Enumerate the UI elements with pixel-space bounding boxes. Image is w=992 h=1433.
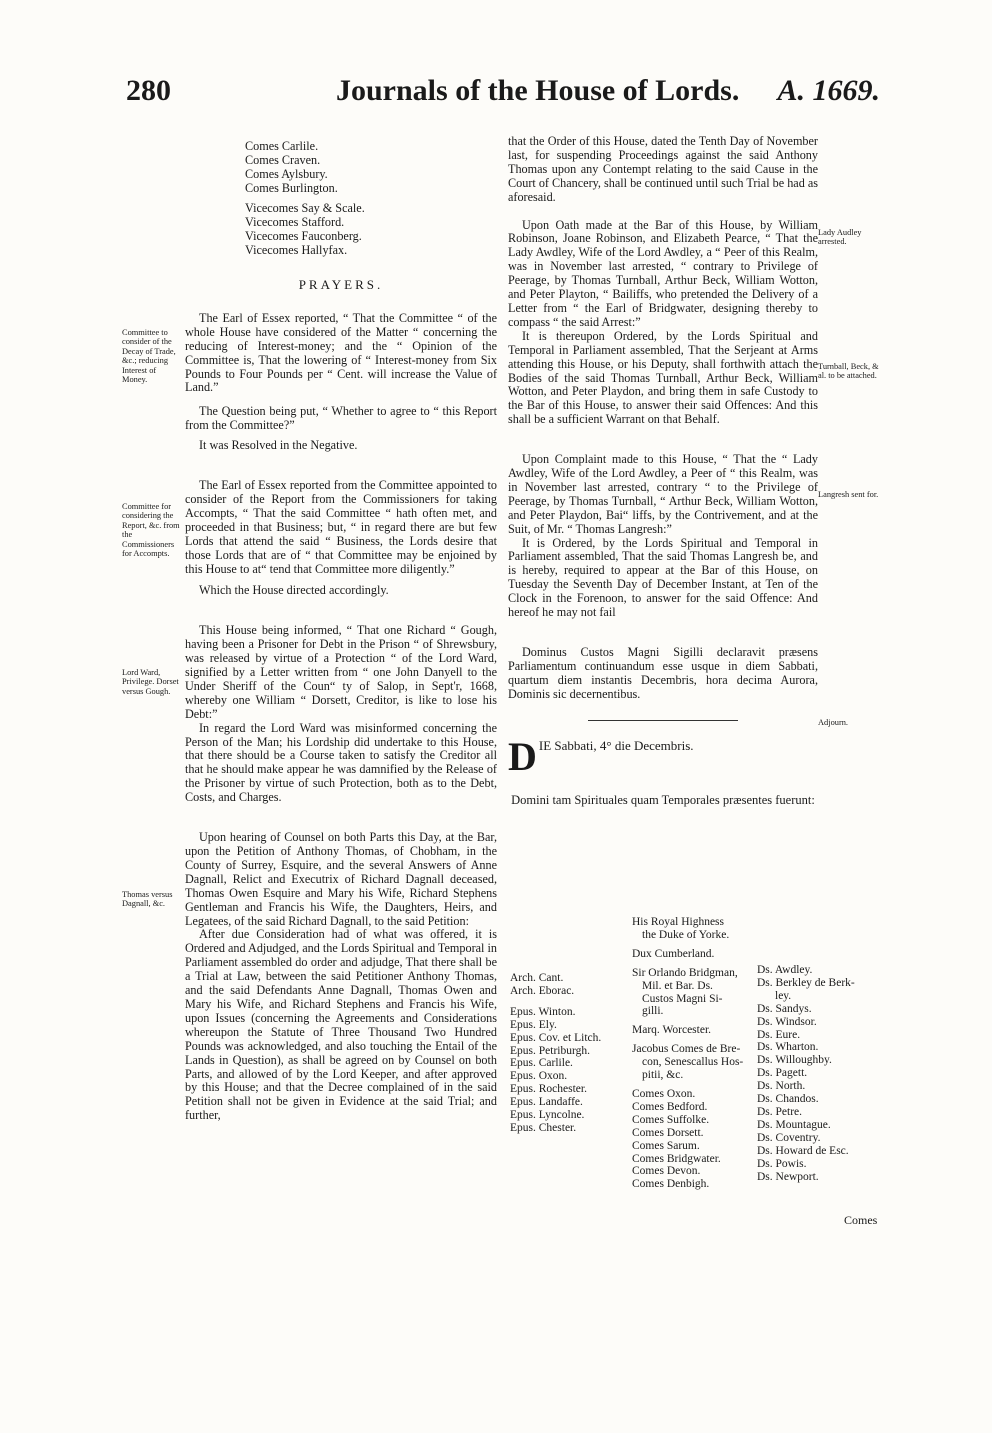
attendee: Marq. Worcester. (632, 1024, 712, 1037)
margin-note-langresh: Langresh sent for. (818, 490, 879, 499)
page-title: Journals of the House of Lords. (336, 74, 740, 107)
paragraph-resolved: It was Resolved in the Negative. (199, 438, 358, 453)
attendee: Epus. Chester. (510, 1121, 577, 1134)
paragraph-thomas-order: After due Consideration had of what was offered, it is Ordered and Adjudged, and the Lords Spiritual and Temporal in Parliament assembled do order and adjudge, That there shall be a Trial at Law, between the said Petitioner Anthony Thomas, and the said Defendants Anne Dagnall, Thomas Owen and Mary his Wife, and Richard Stephens and Francis his Wife, upon Issues (concerning the Agreements and Considerations whereupon the Statute of Three Thousand Two Hundred Pounds was acknowledged, and also touching the Entail of the Lands in Question), as shall be agreed on by Counsel on both Parts, and allowed of by the Lord Keeper, and after approved by this House; and that the Decree complained of in the said Petition shall not be given in Evidence at the said Trial; and further, (185, 927, 497, 1123)
attendee: ley. (775, 989, 792, 1002)
paragraph-order-continued: that the Order of this House, dated the Tenth Day of November last, for suspending Proceedings against the said Anthony Thomas upon any Contempt relating to the said Cause in the Court of Chancery, shall be continued until such Trial be had as aforesaid. (508, 134, 818, 204)
attendee: Ds. Pagett. (757, 1067, 808, 1080)
paragraph-question: The Question being put, “ Whether to agree to “ this Report from the Committee?” (185, 404, 497, 433)
attendee: Ds. Newport. (757, 1170, 819, 1183)
paragraph-attach-order: It is thereupon Ordered, by the Lords Spiritual and Temporal in Parliament assembled, That the Serjeant at Arms attending this House, or his Deputy, shall forthwith attach the Bodies of the said Thomas Turnball, Arthur Beck, William Wotton, and Peter Playdon, and bring them in safe Custody to the Bar of this House, to answer their said Offences: And this shall be a sufficient Warrant on that Behalf. (508, 328, 818, 427)
attendee: the Duke of Yorke. (642, 928, 730, 941)
attendee: Custos Magni Si- (642, 992, 723, 1005)
year-label: A. 1669. (777, 74, 880, 107)
paragraph-complaint: Upon Complaint made to this House, “ That the “ Lady Awdley, Wife of the Lord Awdley, a Peer of “ this Realm, was in November last arrested, contrary “ to the Privilege of Peerage, by Thomas Turnball, “ Arthur Beck, William Wotton, and Peter Playdon, Bai“ liffs, by the Contrivement, and at the Suit, of Mr. “ Thomas Langresh:” (508, 452, 818, 536)
attendee: Epus. Landaffe. (510, 1096, 583, 1109)
attendee: pitii, &c. (642, 1069, 684, 1082)
attendee: Ds. Coventry. (757, 1131, 821, 1144)
attendee: Epus. Lyncolne. (510, 1109, 585, 1122)
attendee: Epus. Ely. (510, 1018, 557, 1031)
attendee: Comes Suffolke. (632, 1113, 710, 1126)
peer-list-comites (185, 140, 497, 196)
attendance-temporal (632, 916, 758, 1191)
attendee: Epus. Carlile. (510, 1057, 573, 1070)
peer-entry: Comes Craven. (245, 153, 321, 167)
peer-entry: Comes Carlile. (245, 139, 319, 153)
margin-note-adjourn: Adjourn. (818, 718, 849, 727)
paragraph-adjournment: Dominus Custos Magni Sigilli declaravit præsens Parliamentum continuandum esse usque in diem Sabbati, quartum diem instantis Decembris, hora decima Aurora, Dominis sic decernentibus. (508, 645, 818, 701)
attendee: Ds. Mountague. (757, 1118, 831, 1131)
drop-cap: D (508, 733, 537, 779)
attendee: Dux Cumberland. (632, 947, 715, 960)
attendee: con, Senescallus Hos- (642, 1056, 744, 1069)
attendee: His Royal Highness (632, 916, 724, 928)
attendee: Ds. Chandos. (757, 1093, 819, 1106)
peer-entry: Vicecomes Fauconberg. (245, 229, 362, 243)
attendee: Epus. Rochester. (510, 1083, 587, 1096)
attendee: Ds. Howard de Esc. (757, 1144, 849, 1157)
attendee: Ds. Sandys. (757, 1002, 812, 1015)
right-column (508, 135, 818, 807)
attendee: Comes Dorsett. (632, 1126, 704, 1139)
margin-note-lady-audley: Lady Audley arrested. (818, 228, 862, 247)
day-heading (508, 733, 818, 779)
day-heading-text: IE Sabbati, 4° die Decembris. (538, 737, 694, 753)
paragraph-thomas-petition: Upon hearing of Counsel on both Parts this Day, at the Bar, upon the Petition of Anthony Thomas, of Chobham, in the County of Surrey, Esquire, and the several Answers of Anne Dagnall, Relict and Executrix of Richard Dagnall deceased, Thomas Owen Esquire and Mary his Wife, Richard Stephens Gentleman and Francis his Wife, the Daughters, Heirs, and Legatees, of the said Richard Dagnall, to the said Petition: (185, 830, 497, 928)
paragraph-lord-ward: In regard the Lord Ward was misinformed concerning the Person of the Man; his Lordship did undertake to this House, that there should be a Course taken to satisfy the Creditor all that he should make appear he was damnified by the Release of the Prisoner by virtue of such Protection, both as to the Debt, Costs, and Charges. (185, 720, 497, 805)
attendee: Comes Bridgwater. (632, 1152, 721, 1165)
attendee: Ds. Eure. (757, 1028, 801, 1041)
paragraph-lady-awdley-oath: Upon Oath made at the Bar of this House, by William Robinson, Joane Robinson, and Elizabeth Pearce, “ That the Lady Awdley, Wife of the Lord Awdley, a “ Peer of this Realm, was in November last arrested, “ contrary to Privilege of Peerage, by Thomas Turnball, Arthur Beck, William Wotton, and Peter Playton, “ Bailiffs, who pretended the Delivery of a Letter from “ the Earl of Bridgwater, designing thereby to compass “ the said Arrest:” (508, 217, 818, 329)
attendee: Sir Orlando Bridgman, (632, 966, 738, 979)
attendee: gilli. (642, 1005, 664, 1018)
attendee: Epus. Cov. et Litch. (510, 1031, 602, 1044)
margin-note-attached: Turnball, Beck, & al. to be attached. (818, 362, 879, 381)
attendance-heading: Domini tam Spirituales quam Temporales præsentes fuerunt: (511, 792, 815, 807)
left-column (185, 140, 497, 1123)
page-number: 280 (126, 74, 171, 107)
attendance-barons (757, 964, 877, 1183)
attendee: Epus. Oxon. (510, 1070, 568, 1083)
attendee: Epus. Petriburgh. (510, 1044, 590, 1057)
peer-entry: Comes Aylsbury. (245, 167, 328, 181)
attendee: Ds. Willoughby. (757, 1054, 832, 1067)
attendee: Comes Devon. (632, 1165, 701, 1178)
paragraph-report-interest: The Earl of Essex reported, “ That the Committee “ of the whole House have considered of the Matter “ concerning the reducing of Interest-money; and the “ Opinion of the Committee is, That the lowering of “ Interest-money from Six Pounds to Four Pounds per “ Cent. will increase the Value of Land.” (185, 310, 497, 395)
attendee: Jacobus Comes de Bre- (632, 1043, 741, 1056)
section-divider (588, 720, 738, 721)
paragraph-report-accompts: The Earl of Essex reported from the Committee appointed to consider of the Report from the Commissioners for taking Accompts, “ That the said Committee “ hath often met, and proceeded in that Business; but, “ in regard there are but few Lords that attend the said “ Business, the Lords desire that those Lords that are of “ that Committee may be enjoined by this House to at“ tend that Committee more diligently.” (185, 478, 497, 576)
attendance-spiritual (510, 972, 610, 1135)
attendee: Ds. Awdley. (757, 964, 813, 976)
attendee: Ds. Wharton. (757, 1041, 819, 1054)
paragraph-gough: This House being informed, “ That one Richard “ Gough, having been a Prisoner for Debt in the Prison “ of Shrewsbury, was released by virtue of a Protection “ of the Lord Ward, signified by a Letter written from “ one John Danyell to the Under Sheriff of the Coun“ ty of Salop, in Sept'r, 1668, whereby one William “ Dorsett, Creditor, is like to lose his Debt:” (185, 623, 497, 721)
attendee: Ds. Berkley de Berk- (757, 976, 855, 989)
attendee: Comes Sarum. (632, 1139, 700, 1152)
attendee: Comes Bedford. (632, 1100, 708, 1113)
peer-list-vicecomites (185, 202, 497, 258)
margin-note-accompts: Committee for considering the Report, &c. from the Commissioners for Accompts. (122, 502, 180, 559)
peer-entry: Vicecomes Hallyfax. (245, 243, 348, 257)
attendee: Ds. Powis. (757, 1157, 807, 1170)
attendee: Ds. Windsor. (757, 1015, 817, 1028)
attendee: Epus. Winton. (510, 1005, 576, 1018)
peer-entry: Vicecomes Stafford. (245, 215, 345, 229)
attendee: Mil. et Bar. Ds. (642, 979, 713, 992)
paragraph-directed: Which the House directed accordingly. (199, 583, 389, 598)
attendee: Ds. Petre. (757, 1105, 803, 1118)
margin-note-interest: Committee to consider of the Decay of Trade, &c.; reducing Interest of Money. (122, 328, 176, 385)
peer-entry: Vicecomes Say & Scale. (245, 201, 365, 215)
attendee: Comes Oxon. (632, 1087, 696, 1100)
attendee: Arch. Eborac. (510, 984, 575, 997)
page-header (126, 74, 880, 130)
catchword: Comes (844, 1213, 878, 1227)
peer-entry: Comes Burlington. (245, 181, 338, 195)
attendee: Arch. Cant. (510, 972, 564, 984)
paragraph-langresh-order: It is Ordered, by the Lords Spiritual and Temporal in Parliament assembled, That the said Thomas Langresh be, and is hereby, required to appear at the Bar of this House, on Tuesday the Seventh Day of December Instant, at Ten of the Clock in the Forenoon, to answer for the said Offence: And hereof he may not fail (508, 535, 818, 620)
margin-note-thomas: Thomas versus Dagnall, &c. (122, 890, 173, 909)
attendee: Comes Denbigh. (632, 1178, 710, 1191)
prayers-heading: PRAYERS. (298, 277, 384, 292)
attendee: Ds. North. (757, 1080, 806, 1093)
margin-note-lord-ward: Lord Ward, Privilege. Dorset versus Gough. (122, 668, 179, 696)
